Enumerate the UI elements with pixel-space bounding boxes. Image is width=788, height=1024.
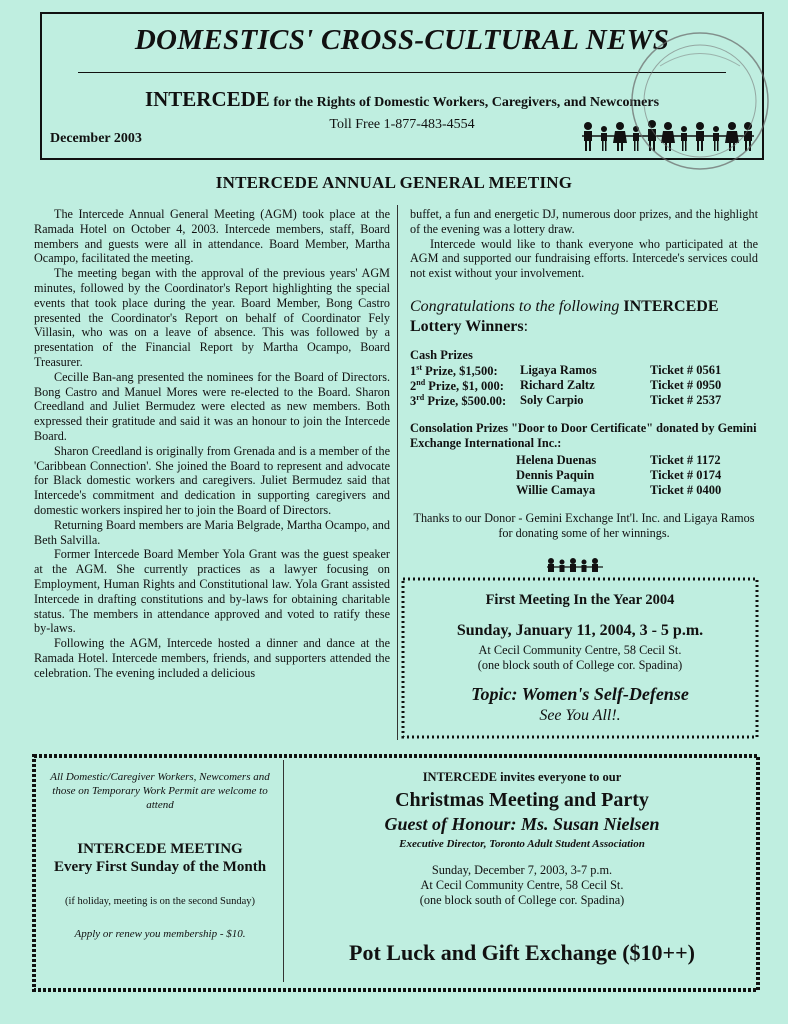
- first-meeting-title: First Meeting In the Year 2004: [485, 592, 675, 608]
- winner-name: Ligaya Ramos: [520, 363, 597, 377]
- agm-paragraph: Sharon Creedland is originally from Grenada and is a member of the 'Caribbean Connection'. She joined the Board to represent and advocate for Black domestic workers and caregivers. Juliet Bermudez said that Intercede's commitment and dedication in supporting caregivers and domestic workers inspired her to join the Board of Directors.: [34, 443, 390, 517]
- agm-paragraph: Former Intercede Board Member Yola Grant was the guest speaker at the AGM. She currently practices as a lawyer focusing on Employment, Human Rights and Constitutional law. Yola Grant assisted Intercede in drafting constitutions and by-laws for obtaining charitable status. The members in attendance approved and voted to ratify these by-laws.: [34, 547, 390, 636]
- winner-name: Soly Carpio: [520, 393, 584, 407]
- first-meeting-box: [400, 573, 760, 741]
- agm-thanks-paragraph: Intercede would like to thank everyone who participated at the AGM and supported our fundraising efforts. Intercede's services could not exist without your involvement.: [410, 236, 758, 281]
- location-line: (one block south of College cor. Spadina): [477, 658, 683, 672]
- lottery-congrats: Congratulations to the following INTERCEDE Lottery Winners:: [410, 298, 719, 335]
- welcome-note: All Domestic/Caregiver Workers, Newcomers and those on Temporary Work Permit are welcome to attend: [50, 771, 270, 811]
- holiday-note: (if holiday, meeting is on the second Sunday): [64, 896, 256, 907]
- prize-label: 1st Prize, $1,500:: [410, 363, 498, 379]
- invite-line: INTERCEDE invites everyone to our: [422, 770, 622, 784]
- party-details: [290, 863, 754, 908]
- column-divider: [397, 205, 398, 740]
- donor-thanks: Thanks to our Donor - Gemini Exchange Int'l. Inc. and Ligaya Ramos for donating some of her winnings.: [413, 511, 755, 540]
- newsletter-title: DOMESTICS' CROSS-CULTURAL NEWS: [134, 24, 670, 56]
- meeting-line: INTERCEDE MEETING: [77, 841, 243, 857]
- cash-prizes-heading: Cash Prizes: [410, 348, 473, 362]
- agm-paragraph: Following the AGM, Intercede hosted a dinner and dance at the Ramada Hotel. Intercede members, friends, and supporters attended the celebration. The evening included a delicious: [34, 636, 390, 680]
- see-you-all: See You All!.: [539, 707, 621, 724]
- agm-paragraph: The meeting began with the approval of the previous years' AGM minutes, followed by the Coordinator's Report highlighting the special events that took place during the year. Board Member, Bong Castro presented the Coordinator's Report on behalf of Coordinator Fely Villasin, who was on a leave of absence. This was followed by a presentation of the Financial Report by Martha Ocampo, Board Treasurer.: [34, 266, 390, 369]
- winner-name: Richard Zaltz: [520, 378, 595, 392]
- agm-article-right: [410, 207, 758, 281]
- agm-paragraph: The Intercede Annual General Meeting (AGM) took place at the Ramada Hotel on October 4, 2003. Intercede members, staff, Board members and guests were all in attendance. Board Member, Martha Ocampo, facilitated the meeting.: [34, 207, 390, 266]
- congrats-text: Congratulations to the following: [410, 298, 620, 315]
- agm-paragraph: Cecille Ban-ang presented the nominees for the Board of Directors. Bong Castro and Manuel Mores were re-elected to the Board. Sharon Creedland and Juliet Bermudez were elected as new members. Both expressed their gratitude and said it was an honour to join the Intercede Board.: [34, 369, 390, 443]
- ticket-number: Ticket # 0950: [650, 378, 722, 392]
- winner-name: Willie Camaya: [516, 483, 596, 497]
- toll-free-number: Toll Free 1-877-483-4554: [329, 117, 475, 132]
- membership-note: Apply or renew you membership - $10.: [74, 928, 246, 940]
- monthly-meeting-panel: [40, 770, 280, 940]
- ticket-number: Ticket # 1172: [650, 453, 721, 467]
- ticket-number: Ticket # 0561: [650, 363, 722, 377]
- christmas-title: Christmas Meeting and Party: [395, 789, 649, 811]
- monthly-meeting-title: [40, 840, 280, 876]
- agm-article-left: [34, 207, 390, 681]
- winner-name: Helena Duenas: [516, 453, 597, 467]
- consolation-heading: Consolation Prizes "Door to Door Certificate" donated by Gemini Exchange International Inc.:: [410, 421, 757, 450]
- bottom-divider: [283, 760, 284, 982]
- winner-name: Dennis Paquin: [516, 468, 595, 482]
- guest-of-honour: Guest of Honour: Ms. Susan Nielsen: [384, 814, 660, 834]
- issue-date: December 2003: [50, 131, 142, 146]
- org-tagline: for the Rights of Domestic Workers, Caregivers, and Newcomers: [273, 95, 660, 110]
- org-name: INTERCEDE: [144, 87, 270, 111]
- ticket-number: Ticket # 2537: [650, 393, 722, 407]
- prize-label: 2nd Prize, $1, 000:: [410, 378, 504, 394]
- congrats-lottery-winners: Lottery Winners: [410, 318, 524, 335]
- first-meeting-location: [400, 643, 760, 673]
- guest-title: Executive Director, Toronto Adult Student Association: [399, 838, 645, 850]
- ticket-number: Ticket # 0174: [650, 468, 722, 482]
- first-meeting-date: Sunday, January 11, 2004, 3 - 5 p.m.: [456, 622, 704, 639]
- library-stamp-icon: [600, 6, 780, 176]
- location-line: (one block south of College cor. Spadina): [419, 893, 625, 907]
- location-line: At Cecil Community Centre, 58 Cecil St.: [420, 878, 624, 892]
- prize-label: 3rd Prize, $500.00:: [410, 393, 507, 409]
- potluck-line: Pot Luck and Gift Exchange ($10++): [349, 940, 695, 965]
- christmas-party-panel: [290, 770, 754, 965]
- meeting-line: Every First Sunday of the Month: [53, 859, 267, 875]
- agm-paragraph-continued: buffet, a fun and energetic DJ, numerous door prizes, and the highlight of the evening was a lottery draw.: [410, 207, 758, 236]
- agm-heading: INTERCEDE ANNUAL GENERAL MEETING: [215, 173, 573, 192]
- meeting-topic: Topic: Women's Self-Defense: [471, 684, 689, 704]
- agm-paragraph: Returning Board members are Maria Belgrade, Martha Ocampo, and Beth Salvilla.: [34, 517, 390, 547]
- location-line: At Cecil Community Centre, 58 Cecil St.: [478, 643, 682, 657]
- ticket-number: Ticket # 0400: [650, 483, 722, 497]
- party-date: Sunday, December 7, 2003, 3-7 p.m.: [431, 863, 613, 877]
- congrats-org: INTERCEDE: [623, 298, 719, 315]
